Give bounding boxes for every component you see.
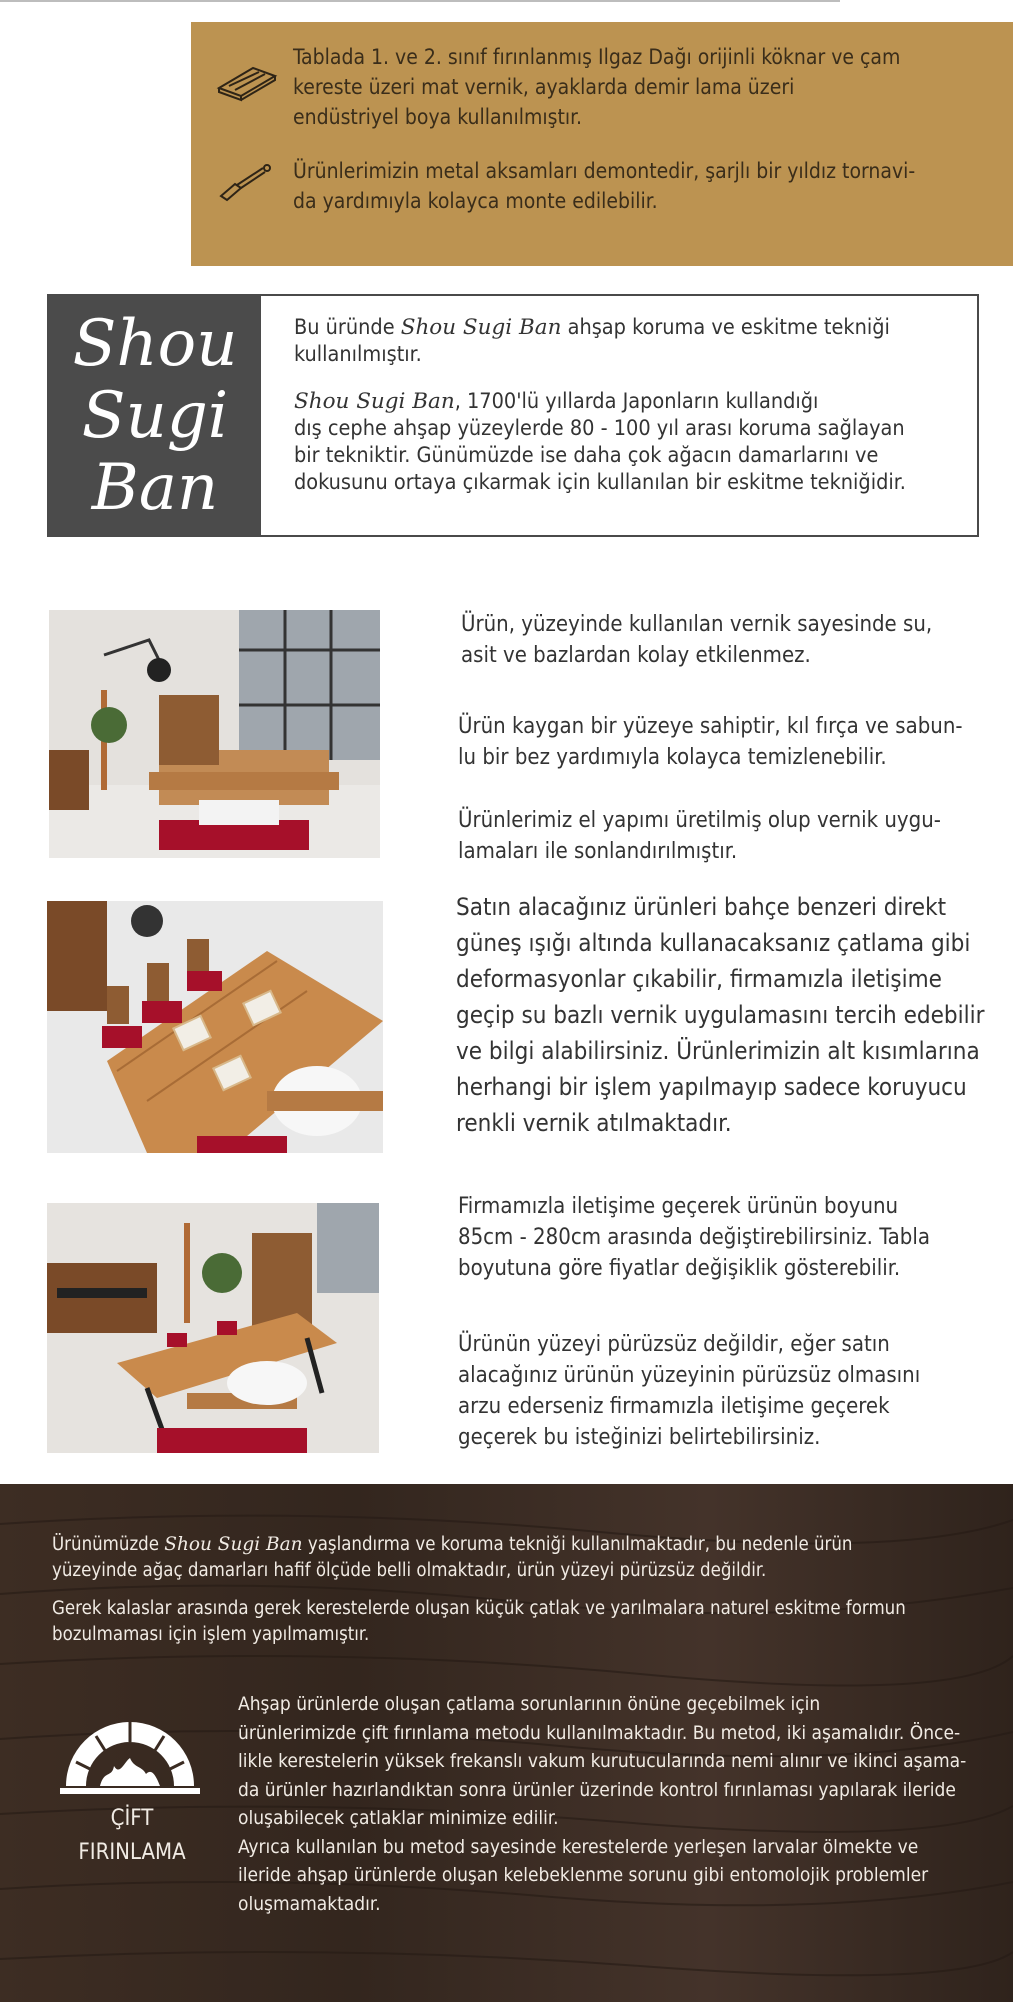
material-line-1: Tablada 1. ve 2. sınıf fırınlanmış Ilgaz Dağı orijinli köknar ve çam bbox=[293, 45, 901, 69]
shou-sugi-ban-description bbox=[294, 314, 964, 516]
cracks-line-2: bozulmaması için işlem yapılmamıştır. bbox=[52, 1624, 370, 1645]
aging-term: Shou Sugi Ban bbox=[164, 1534, 303, 1555]
kiln-line-3: likle kerestelerin yüksek frekanslı vakum kurutucularında nemi alınır ve ikinci aşama- bbox=[238, 1750, 967, 1772]
aging-rest: yaşlandırma ve koruma tekniği kullanılmaktadır, bu nedenle ürün bbox=[302, 1534, 853, 1555]
oven-label-line-1: ÇİFT bbox=[110, 1806, 154, 1831]
feature-5-line-2: 85cm - 280cm arasında değiştirebilirsiniz. Tabla bbox=[458, 1225, 931, 1250]
cracks-text bbox=[52, 1596, 906, 1648]
feature-text-4 bbox=[456, 889, 984, 1141]
ssb-p2-term: Shou Sugi Ban bbox=[294, 389, 455, 414]
feature-4-line-6: herhangi bir işlem yapılmayıp sadece koruyucu bbox=[456, 1073, 967, 1101]
feature-text-3 bbox=[458, 805, 941, 867]
aging-text bbox=[52, 1532, 852, 1584]
oven-label bbox=[52, 1802, 212, 1870]
kiln-line-4: da ürünler hazırlandıktan sonra ürünler üzerinde kontrol fırınlaması yapılarak ileride bbox=[238, 1778, 956, 1801]
logo-line-sugi: Sugi bbox=[81, 379, 229, 453]
feature-4-line-2: güneş ışığı altında kullanacaksanız çatlama gibi bbox=[456, 929, 971, 957]
feature-3-line-2: lamaları ile sonlandırılmıştır. bbox=[458, 839, 738, 864]
ssb-p2-rest: , 1700'lü yıllarda Japonların kullandığı bbox=[454, 389, 819, 414]
product-photo-3 bbox=[47, 1203, 379, 1453]
assembly-line-1: Ürünlerimizin metal aksamları demontedir, şarjlı bir yıldız tornavi- bbox=[293, 159, 916, 183]
materials-info-box bbox=[191, 22, 1013, 266]
ssb-p1-term: Shou Sugi Ban bbox=[400, 315, 562, 340]
product-photo-2 bbox=[47, 901, 383, 1153]
screwdriver-icon bbox=[215, 162, 279, 202]
wood-plank-icon bbox=[215, 62, 279, 102]
feature-4-line-3: deformasyonlar çıkabilir, firmamızla iletişime bbox=[456, 965, 942, 993]
feature-text-1 bbox=[461, 609, 932, 671]
logo-line-ban: Ban bbox=[91, 451, 219, 525]
cracks-line-1: Gerek kalaslar arasında gerek kerestelerde oluşan küçük çatlak ve yarılmalara naturel eskitme formun bbox=[52, 1598, 906, 1619]
oven-label-line-2: FIRINLAMA bbox=[78, 1840, 186, 1865]
ssb-p2-line3: bir tekniktir. Günümüzde ise daha çok ağacın damarlarını ve bbox=[294, 443, 879, 468]
feature-text-2 bbox=[458, 711, 963, 773]
kiln-line-5: oluşabilecek çatlaklar minimize edilir. bbox=[238, 1807, 559, 1829]
shou-sugi-ban-logo bbox=[49, 296, 261, 535]
kiln-line-2: ürünlerimizde çift fırınlama metodu kullanılmaktadır. Bu metod, iki aşamalıdır. Önce- bbox=[238, 1721, 961, 1744]
top-divider bbox=[0, 0, 840, 2]
ssb-p1-rest: ahşap koruma ve eskitme tekniği bbox=[561, 315, 890, 340]
feature-5-line-3: boyutuna göre fiyatlar değişiklik gösterebilir. bbox=[458, 1256, 901, 1281]
feature-2-line-2: lu bir bez yardımıyla kolayca temizlenebilir. bbox=[458, 745, 887, 770]
oven-fire-icon bbox=[60, 1708, 200, 1798]
kiln-line-1: Ahşap ürünlerde oluşan çatlama sorunlarının önüne geçebilmek için bbox=[238, 1693, 821, 1715]
ssb-p1-prefix: Bu üründe bbox=[294, 315, 401, 340]
material-line-3: endüstriyel boya kullanılmıştır. bbox=[293, 105, 583, 129]
double-kiln-text bbox=[238, 1690, 966, 1918]
assembly-line-2: da yardımıyla kolayca monte edilebilir. bbox=[293, 189, 658, 213]
feature-2-line-1: Ürün kaygan bir yüzeye sahiptir, kıl fırça ve sabun- bbox=[458, 714, 963, 739]
logo-line-shou: Shou bbox=[72, 307, 238, 381]
material-line-2: kereste üzeri mat vernik, ayaklarda demir lama üzeri bbox=[293, 75, 795, 99]
shou-sugi-ban-box bbox=[47, 294, 979, 537]
feature-6-line-4: geçerek bu isteğinizi belirtebilirsiniz. bbox=[458, 1425, 821, 1450]
feature-3-line-1: Ürünlerimiz el yapımı üretilmiş olup vernik uygu- bbox=[458, 808, 941, 833]
ssb-p2-line4: dokusunu ortaya çıkarmak için kullanılan bir eskitme tekniğidir. bbox=[294, 470, 906, 495]
feature-text-6 bbox=[458, 1329, 920, 1453]
feature-5-line-1: Firmamızla iletişime geçerek ürünün boyunu bbox=[458, 1194, 899, 1219]
aging-line-2: yüzeyinde ağaç damarları hafif ölçüde belli olmaktadır, ürün yüzeyi pürüzsüz değildir. bbox=[52, 1560, 767, 1581]
ssb-p1-line2: kullanılmıştır. bbox=[294, 342, 422, 367]
feature-4-line-1: Satın alacağınız ürünleri bahçe benzeri direkt bbox=[456, 893, 947, 921]
feature-6-line-1: Ürünün yüzeyi pürüzsüz değildir, eğer satın bbox=[458, 1332, 890, 1357]
kiln-line-7: ileride ahşap ürünlerde oluşan kelebeklenme sorunu gibi entomolojik problemler bbox=[238, 1864, 929, 1886]
feature-6-line-2: alacağınız ürünün yüzeyinin pürüzsüz olmasını bbox=[458, 1363, 921, 1388]
feature-1-line-1: Ürün, yüzeyinde kullanılan vernik sayesinde su, bbox=[461, 612, 933, 637]
feature-4-line-4: geçip su bazlı vernik uygulamasını tercih edebilir bbox=[456, 1001, 985, 1029]
feature-text-5 bbox=[458, 1191, 930, 1284]
kiln-line-8: oluşmamaktadır. bbox=[238, 1892, 381, 1915]
feature-6-line-3: arzu ederseniz firmamızla iletişime geçerek bbox=[458, 1394, 890, 1419]
product-photo-1 bbox=[49, 610, 380, 858]
ssb-p2-line2: dış cephe ahşap yüzeylerde 80 - 100 yıl arası koruma sağlayan bbox=[294, 416, 905, 441]
feature-4-line-7: renkli vernik atılmaktadır. bbox=[456, 1109, 732, 1137]
feature-1-line-2: asit ve bazlardan kolay etkilenmez. bbox=[461, 643, 811, 668]
kiln-line-6: Ayrıca kullanılan bu metod sayesinde kerestelerde yerleşen larvalar ölmekte ve bbox=[238, 1835, 919, 1858]
feature-4-line-5: ve bilgi alabilirsiniz. Ürünlerimizin alt kısımlarına bbox=[456, 1037, 980, 1065]
aging-prefix: Ürünümüzde bbox=[52, 1534, 165, 1555]
dark-wood-section bbox=[0, 1484, 1013, 2002]
